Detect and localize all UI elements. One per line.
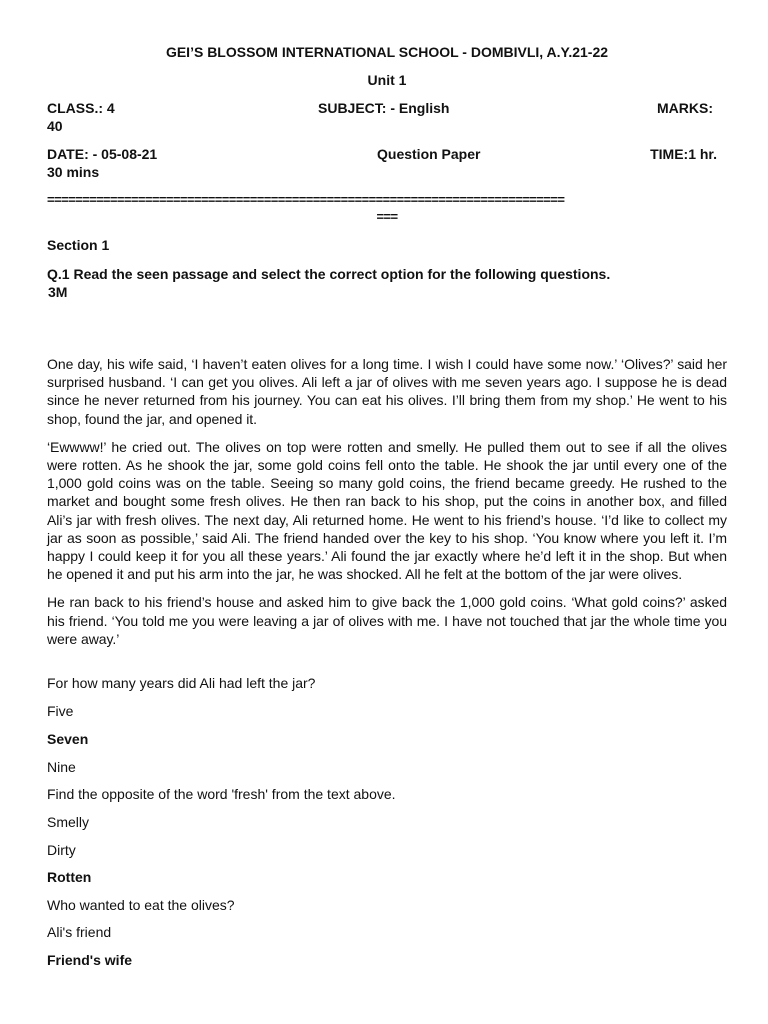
question-1-text: Q.1 Read the seen passage and select the correct option for the following questions.: [47, 266, 611, 282]
time-continuation: 30 mins: [47, 164, 100, 180]
header-row-2: [47, 146, 727, 164]
answer-option: Smelly: [47, 814, 90, 830]
question-1-heading: [47, 265, 727, 301]
question-prompt: Find the opposite of the word 'fresh' from the text above.: [47, 786, 396, 802]
answer-option: Five: [47, 703, 74, 719]
subject-label: SUBJECT: - English: [318, 100, 450, 116]
paper-type: Question Paper: [377, 146, 481, 162]
separator-rule: ==========================================================================: [47, 192, 565, 207]
school-name: GEI’S BLOSSOM INTERNATIONAL SCHOOL - DOMBIVLI, A.Y.21-22: [165, 44, 609, 60]
passage-paragraph: ‘Ewwww!’ he cried out. The olives on top were rotten and smelly. He pulled them out to see if all the olives were rotten. As he shook the jar, some gold coins fell onto the table. He shook the jar until every one of the 1,000 gold coins was on the table. Seeing so many gold coins, the friend became greedy. He rushed to the market and bought some fresh olives. He then ran back to his shop, put the coins in another box, and filled Ali’s jar with fresh olives. The next day, Ali returned home. He went to his friend’s house. ‘I’d like to collect my jar as soon as possible,’ said Ali. The friend handed over the key to his shop. ‘You know where you left it. I’m happy I could keep it for you all these years.’ Ali found the jar exactly where he’d left it in the shop. But when he opened it and put his arm into the jar, he was shocked. All he felt at the bottom of the jar were olives.: [47, 438, 727, 583]
passage-paragraph: One day, his wife said, ‘I haven’t eaten olives for a long time. I wish I could have some now.’ ‘Olives?’ said her surprised husband. ‘I can get you olives. Ali left a jar of olives with me seven years ago. I suppose he is dead since he never returned from his journey. You can eat his olives. I’ll bring them from my shop.’ He went to his shop, found the jar, and opened it.: [47, 356, 727, 427]
answer-option-correct: Rotten: [47, 869, 92, 885]
passage-paragraph: He ran back to his friend’s house and asked him to give back the 1,000 gold coins. ‘What gold coins?’ asked his friend. ‘You told me you were leaving a jar of olives with me. I have not touched that jar the whole time you were away.’: [47, 594, 727, 647]
passage: [47, 355, 727, 658]
class-label: CLASS.: 4: [47, 100, 115, 116]
answer-option: Ali's friend: [47, 924, 112, 940]
header-row-1: [47, 100, 727, 118]
question-paper-page: [47, 0, 727, 1024]
question-prompt: For how many years did Ali had left the jar?: [47, 675, 316, 691]
marks-label: MARKS:: [657, 100, 713, 116]
separator-rule-tail: ===: [376, 209, 398, 224]
marks-value: 40: [47, 118, 63, 134]
date-label: DATE: - 05-08-21: [47, 146, 158, 162]
section-heading: Section 1: [47, 237, 110, 253]
answer-option-correct: Friend's wife: [47, 952, 133, 968]
answer-option: Dirty: [47, 842, 76, 858]
answer-option-correct: Seven: [47, 731, 89, 747]
time-label: TIME:1 hr.: [650, 146, 717, 162]
question-prompt: Who wanted to eat the olives?: [47, 897, 235, 913]
answer-option: Nine: [47, 759, 76, 775]
unit-title: Unit 1: [367, 72, 407, 88]
question-1-marks: 3M: [48, 284, 68, 300]
